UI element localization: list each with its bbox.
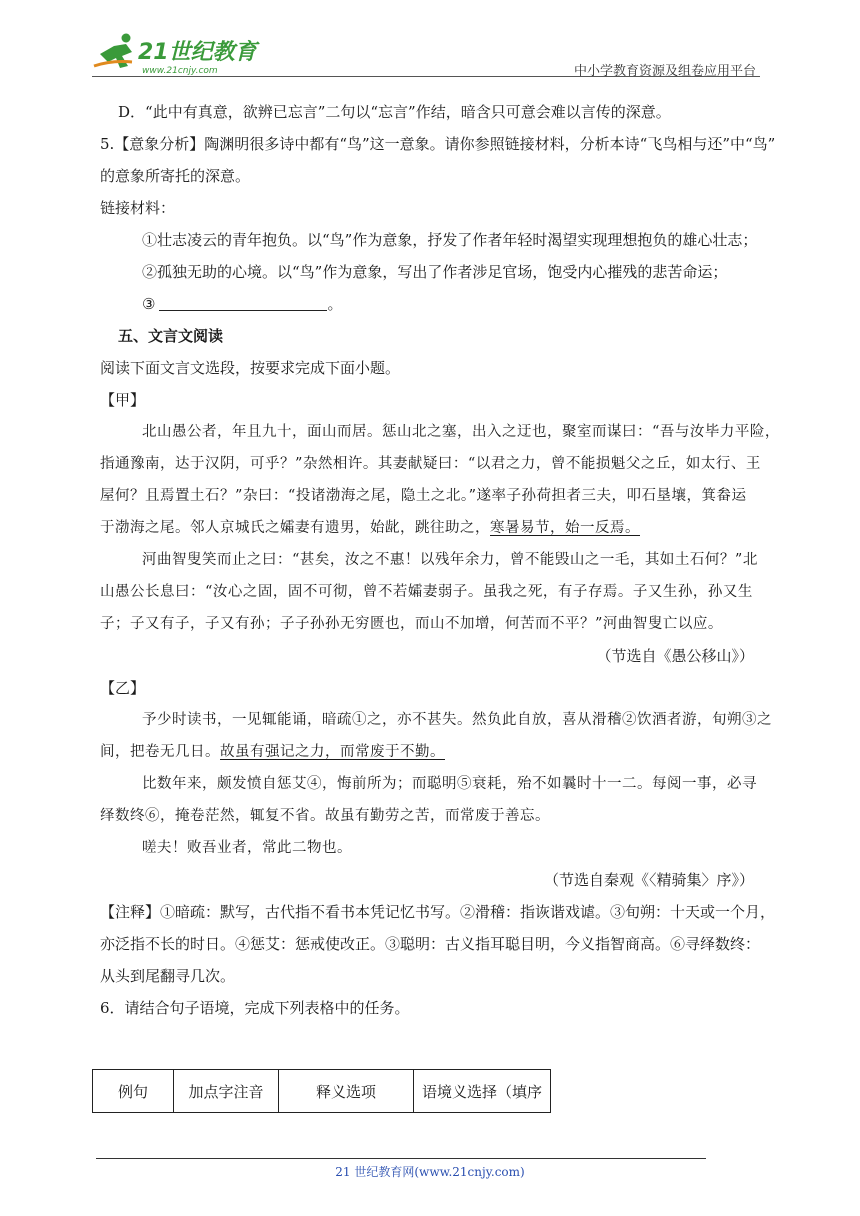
passage-b-line: 嗟夫！败吾业者，常此二物也。 <box>142 840 352 856</box>
passage-b-line: 间，把卷无几日。故虽有强记之力，而常废于不勤。 <box>100 744 445 760</box>
passage-b-source: （节选自秦观《〈精骑集〉序》） <box>543 871 754 889</box>
passage-a-label: 【甲】 <box>100 391 146 409</box>
passage-a-line: 山愚公长息曰：“汝心之固，固不可彻，曾不若孀妻弱子。虽我之死，有子存焉。子又生孙，孙又生 <box>100 584 753 600</box>
annotation: 【注释】①暗疏：默写，古代指不看书本凭记忆书写。②滑稽：指诙谐戏谑。③旬朔：十天或一个月， <box>100 903 776 921</box>
annotation: 亦泛指不长的时日。④惩艾：惩戒使改正。③聪明：古义指耳聪目明，今义指智商高。⑥寻绎数终： <box>100 935 761 953</box>
footer-link[interactable]: 21 世纪教育网(www.21cnjy.com) <box>335 1165 525 1179</box>
link-material-label: 链接材料： <box>100 199 176 217</box>
svg-text:21世纪教育: 21世纪教育 <box>138 40 257 65</box>
question-6: 6．请结合句子语境，完成下列表格中的任务。 <box>100 999 410 1017</box>
passage-b-line: 比数年来，颇发愤自惩艾④，悔前所为；而聪明⑤衰耗，殆不如曩时十一二。每阅一事，必寻 <box>142 776 757 792</box>
underlined-sentence: 故虽有强记之力，而常废于不勤。 <box>220 744 445 760</box>
platform-name: 中小学教育资源及组卷应用平台 <box>573 63 756 78</box>
option-d: D．“此中有真意，欲辨已忘言”二句以“忘言”作结，暗含只可意会难以言传的深意。 <box>118 103 671 121</box>
table-header-cell: 例句 <box>93 1070 174 1113</box>
table-header-cell: 加点字注音 <box>174 1070 279 1113</box>
passage-a-line: 于渤海之尾。邻人京城氏之孀妻有遗男，始龀，跳往助之，寒暑易节，始一反焉。 <box>100 520 640 536</box>
passage-a-line: 北山愚公者，年且九十，面山而居。惩山北之塞，出入之迂也，聚室而谋曰：“吾与汝毕力平险， <box>142 424 780 440</box>
passage-a-line: 子；子又有子，子又有孙；子子孙孙无穷匮也，而山不加增，何苦而不平？”河曲智叟亡以应。 <box>100 616 723 632</box>
table-header-cell: 语境义选择（填序 <box>414 1070 551 1113</box>
material-item-1: ①壮志凌云的青年抱负。以“鸟”作为意象，抒发了作者年轻时渴望实现理想抱负的雄心壮志； <box>142 231 758 249</box>
passage-a-line: 指通豫南，达于汉阴，可乎？”杂然相许。其妻献疑曰：“以君之力，曾不能损魁父之丘，如太行、王 <box>100 456 761 472</box>
table-header-cell: 释义选项 <box>279 1070 414 1113</box>
question-5: 5.【意象分析】陶渊明很多诗中都有“鸟”这一意象。请你参照链接材料，分析本诗“飞鸟相与还”中“鸟” <box>100 135 776 153</box>
table-header-row <box>93 1070 551 1113</box>
passage-b-line: 予少时读书，一见辄能诵，暗疏①之，亦不甚失。然负此自放，喜从滑稽②饮酒者游，旬朔③之 <box>142 712 772 728</box>
logo <box>92 32 262 76</box>
task-table <box>92 1069 551 1113</box>
passage-a-source: （节选自《愚公移山》） <box>596 647 754 665</box>
page-header <box>92 30 760 78</box>
underlined-sentence: 寒暑易节，始一反焉。 <box>490 520 640 536</box>
passage-b-label: 【乙】 <box>100 679 146 697</box>
answer-blank[interactable] <box>159 294 327 311</box>
section-title: 五、文言文阅读 <box>118 327 224 345</box>
material-item-2: ②孤独无助的心境。以“鸟”作为意象，写出了作者涉足官场，饱受内心摧残的悲苦命运； <box>142 263 728 281</box>
passage-b-line: 绎数终⑥，掩卷茫然，辄复不省。故虽有勤劳之苦，而常废于善忘。 <box>100 808 550 824</box>
svg-text:www.21cnjy.com: www.21cnjy.com <box>142 66 218 76</box>
question-5-cont: 的意象所寄托的深意。 <box>100 167 251 185</box>
annotation: 从头到尾翻寻几次。 <box>100 967 236 985</box>
footer-divider <box>96 1158 706 1159</box>
passage-a-line: 屋何？且焉置土石？”杂曰：“投诸渤海之尾，隐土之北。”遂率子孙荷担者三夫，叩石垦壤，箕畚运 <box>100 488 747 504</box>
document-body <box>100 96 780 1024</box>
material-item-3: ③ 。 <box>142 295 343 313</box>
passage-a-line: 河曲智叟笑而止之曰：“甚矣，汝之不惠！以残年余力，曾不能毁山之一毛，其如土石何？”北 <box>142 552 758 568</box>
header-divider <box>92 76 760 77</box>
section-instruction: 阅读下面文言文选段，按要求完成下面小题。 <box>100 359 401 377</box>
runner-icon <box>94 34 132 69</box>
